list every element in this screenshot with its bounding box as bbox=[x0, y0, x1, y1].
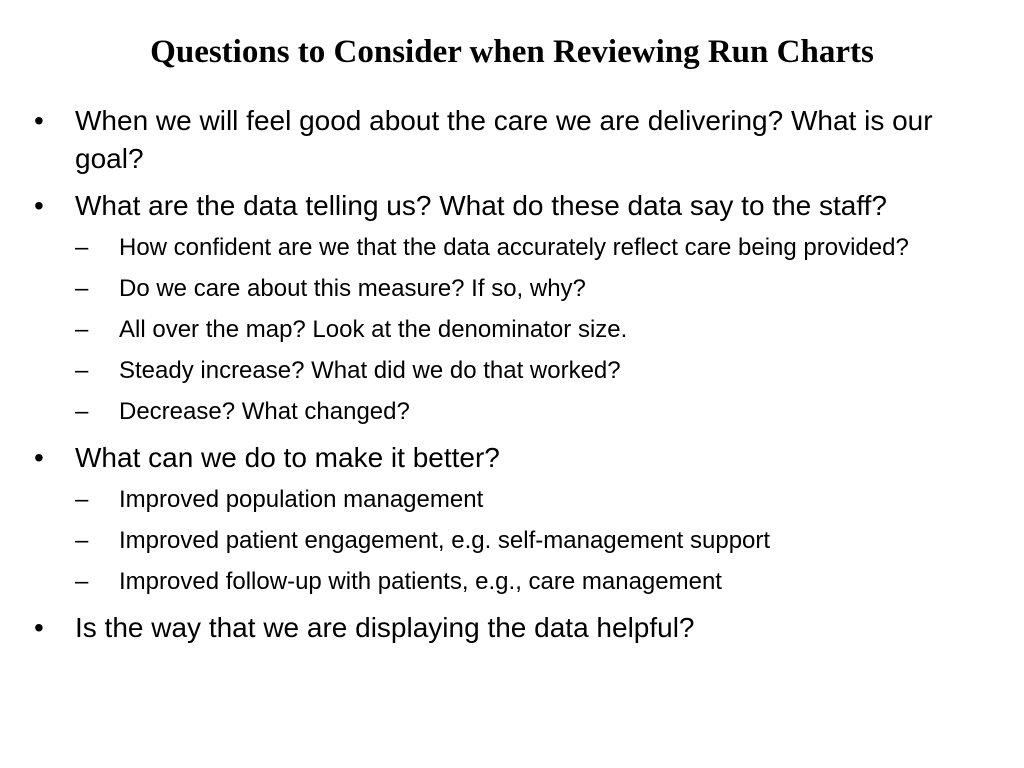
sub-bullet-marker: – bbox=[75, 568, 89, 595]
sub-bullet-text: All over the map? Look at the denominator size. bbox=[119, 316, 628, 343]
bullet-text: What can we do to make it better? bbox=[75, 442, 500, 473]
bullet-item-make-better bbox=[34, 439, 994, 477]
bullet-item-goal bbox=[34, 102, 994, 178]
slide-title: Questions to Consider when Reviewing Run Charts bbox=[150, 34, 874, 70]
sub-bullet-text: Do we care about this measure? If so, why? bbox=[119, 275, 586, 302]
bullet-marker: • bbox=[34, 442, 44, 473]
sub-bullet-list bbox=[34, 484, 994, 598]
sub-bullet-item bbox=[75, 314, 994, 346]
sub-bullet-marker: – bbox=[75, 486, 89, 513]
sub-bullet-item bbox=[75, 484, 994, 516]
bullet-marker: • bbox=[34, 105, 44, 136]
sub-bullet-marker: – bbox=[75, 275, 89, 302]
sub-bullet-item bbox=[75, 525, 994, 557]
bullet-marker: • bbox=[34, 190, 44, 221]
sub-bullet-text: Improved population management bbox=[119, 486, 484, 513]
bullet-text: When we will feel good about the care we are delivering? What is our goal? bbox=[75, 105, 933, 174]
sub-bullet-item bbox=[75, 273, 994, 305]
sub-bullet-item bbox=[75, 232, 994, 264]
bullet-list bbox=[34, 102, 994, 656]
bullet-item-data-telling bbox=[34, 187, 994, 225]
sub-bullet-item bbox=[75, 355, 994, 387]
sub-bullet-item bbox=[75, 396, 994, 428]
bullet-text: What are the data telling us? What do these data say to the staff? bbox=[75, 190, 887, 221]
bullet-item-displaying bbox=[34, 609, 994, 647]
sub-bullet-marker: – bbox=[75, 316, 89, 343]
sub-bullet-text: Improved follow-up with patients, e.g., care management bbox=[119, 568, 722, 595]
bullet-marker: • bbox=[34, 612, 44, 643]
sub-bullet-marker: – bbox=[75, 527, 89, 554]
sub-bullet-list bbox=[34, 232, 994, 428]
sub-bullet-marker: – bbox=[75, 234, 89, 261]
sub-bullet-text: Decrease? What changed? bbox=[119, 398, 410, 425]
sub-bullet-text: Steady increase? What did we do that worked? bbox=[119, 357, 621, 384]
sub-bullet-marker: – bbox=[75, 398, 89, 425]
sub-bullet-marker: – bbox=[75, 357, 89, 384]
sub-bullet-text: Improved patient engagement, e.g. self-management support bbox=[119, 527, 771, 554]
bullet-text: Is the way that we are displaying the data helpful? bbox=[75, 612, 695, 643]
sub-bullet-text: How confident are we that the data accurately reflect care being provided? bbox=[119, 234, 909, 261]
sub-bullet-item bbox=[75, 566, 994, 598]
